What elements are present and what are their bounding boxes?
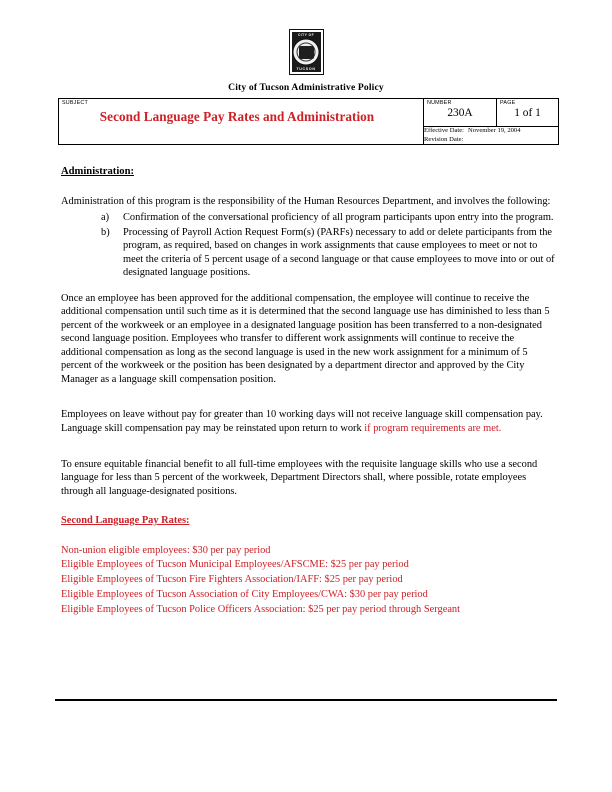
seal-bottom-text: TUCSON [296, 67, 316, 71]
spacer [61, 528, 555, 544]
list-item-text: Processing of Payroll Action Request Form(s) (PARFs) necessary to add or delete participants from the program, as required, based on changes in work assignments that cause employees to meet or not to meet the criteria of 5 percent usage of a second language or that cause employees to move into or out of designated language positions. [123, 226, 555, 279]
spacer [61, 498, 555, 514]
policy-subject-title: Second Language Pay Rates and Administration [99, 109, 375, 125]
city-of-tucson-seal-icon [289, 29, 324, 75]
revision-date-label: Revision Date: [424, 135, 464, 143]
seal-top-text: CITY OF [297, 33, 315, 37]
effective-date-row [424, 127, 558, 136]
paragraph-leave-red-text: if program requirements are met. [364, 422, 502, 434]
table-row-subject [59, 99, 559, 127]
pay-rate-line: Eligible Employees of Tucson Police Officers Association: $25 per pay period through Sergeant [61, 604, 461, 616]
list-item-marker: b) [101, 226, 110, 238]
policy-header-table [58, 98, 559, 145]
number-label: NUMBER [427, 99, 452, 106]
page-label: PAGE [500, 99, 516, 106]
intro-paragraph: Administration of this program is the responsibility of the Human Resources Department, and involves the following: [61, 195, 551, 207]
effective-date-label: Effective Date: [424, 127, 464, 134]
document-body [61, 165, 555, 618]
subject-cell [59, 99, 424, 145]
administration-list [61, 211, 555, 280]
rates-heading-wrap [61, 514, 555, 528]
pay-rate-line: Eligible Employees of Tucson Fire Fighters Association/IAFF: $25 per pay period [61, 574, 403, 586]
page-cell [497, 99, 559, 127]
list-item-text: Confirmation of the conversational proficiency of all program participants upon entry into the program. [123, 212, 554, 224]
spacer [61, 436, 555, 458]
pay-rate-line: Eligible Employees of Tucson Association of City Employees/CWA: $30 per pay period [61, 589, 428, 601]
list-item [101, 211, 555, 225]
policy-number-value: 230A [447, 107, 473, 120]
list-item-marker: a) [101, 212, 110, 224]
pay-rate-line: Non-union eligible employees: $30 per pay period [61, 544, 271, 556]
bottom-divider [55, 699, 557, 701]
seal-container [0, 29, 612, 75]
paragraph-leave-without-pay [61, 408, 555, 435]
revision-date-row [424, 136, 558, 145]
document-title: City of Tucson Administrative Policy [228, 82, 384, 93]
dates-cell [424, 127, 559, 145]
effective-date-value: November 19, 2004 [467, 127, 521, 134]
page-number-value: 1 of 1 [514, 107, 541, 120]
subject-label: SUBJECT [62, 99, 88, 106]
seal-emblem-icon [293, 39, 320, 66]
spacer [61, 386, 555, 408]
spacer [61, 281, 555, 292]
section-heading-pay-rates: Second Language Pay Rates: [61, 515, 190, 527]
paragraph-leave-black-text: Employees on leave without pay for greater than 10 working days will not receive language skill compensation pay. Language skill compensation pay may be reinstated upon return to work [61, 409, 543, 434]
section-heading-administration: Administration: [61, 166, 134, 177]
pay-rate-line: Eligible Employees of Tucson Municipal Employees/AFSCME: $25 per pay period [61, 559, 409, 571]
paragraph-equitable-benefit: To ensure equitable financial benefit to all full-time employees with the requisite language skills who use a second language for less than 5 percent of the workweek, Department Directors shall, where possible, rotate employees through all language-designated positions. [61, 458, 538, 497]
pay-rates-list [61, 544, 555, 618]
paragraph-compensation-continuation: Once an employee has been approved for the additional compensation, the employee will continue to receive the additional compensation until such time as it is determined that the second language use has diminished to less than 5 percent of the workweek or an employee in a designated language position has been transferred to a non-designated second language position. Employees who transfer to different work assignments will continue to receive the additional compensation as long as the second language is used in the new work assignment for a minimum of 5 percent of the workweek or the position has been designated by a department director and approved by the City Manager as a language skill compensation position. [61, 292, 550, 385]
list-item [101, 226, 555, 280]
administration-heading-wrap [61, 165, 555, 195]
number-cell [424, 99, 497, 127]
